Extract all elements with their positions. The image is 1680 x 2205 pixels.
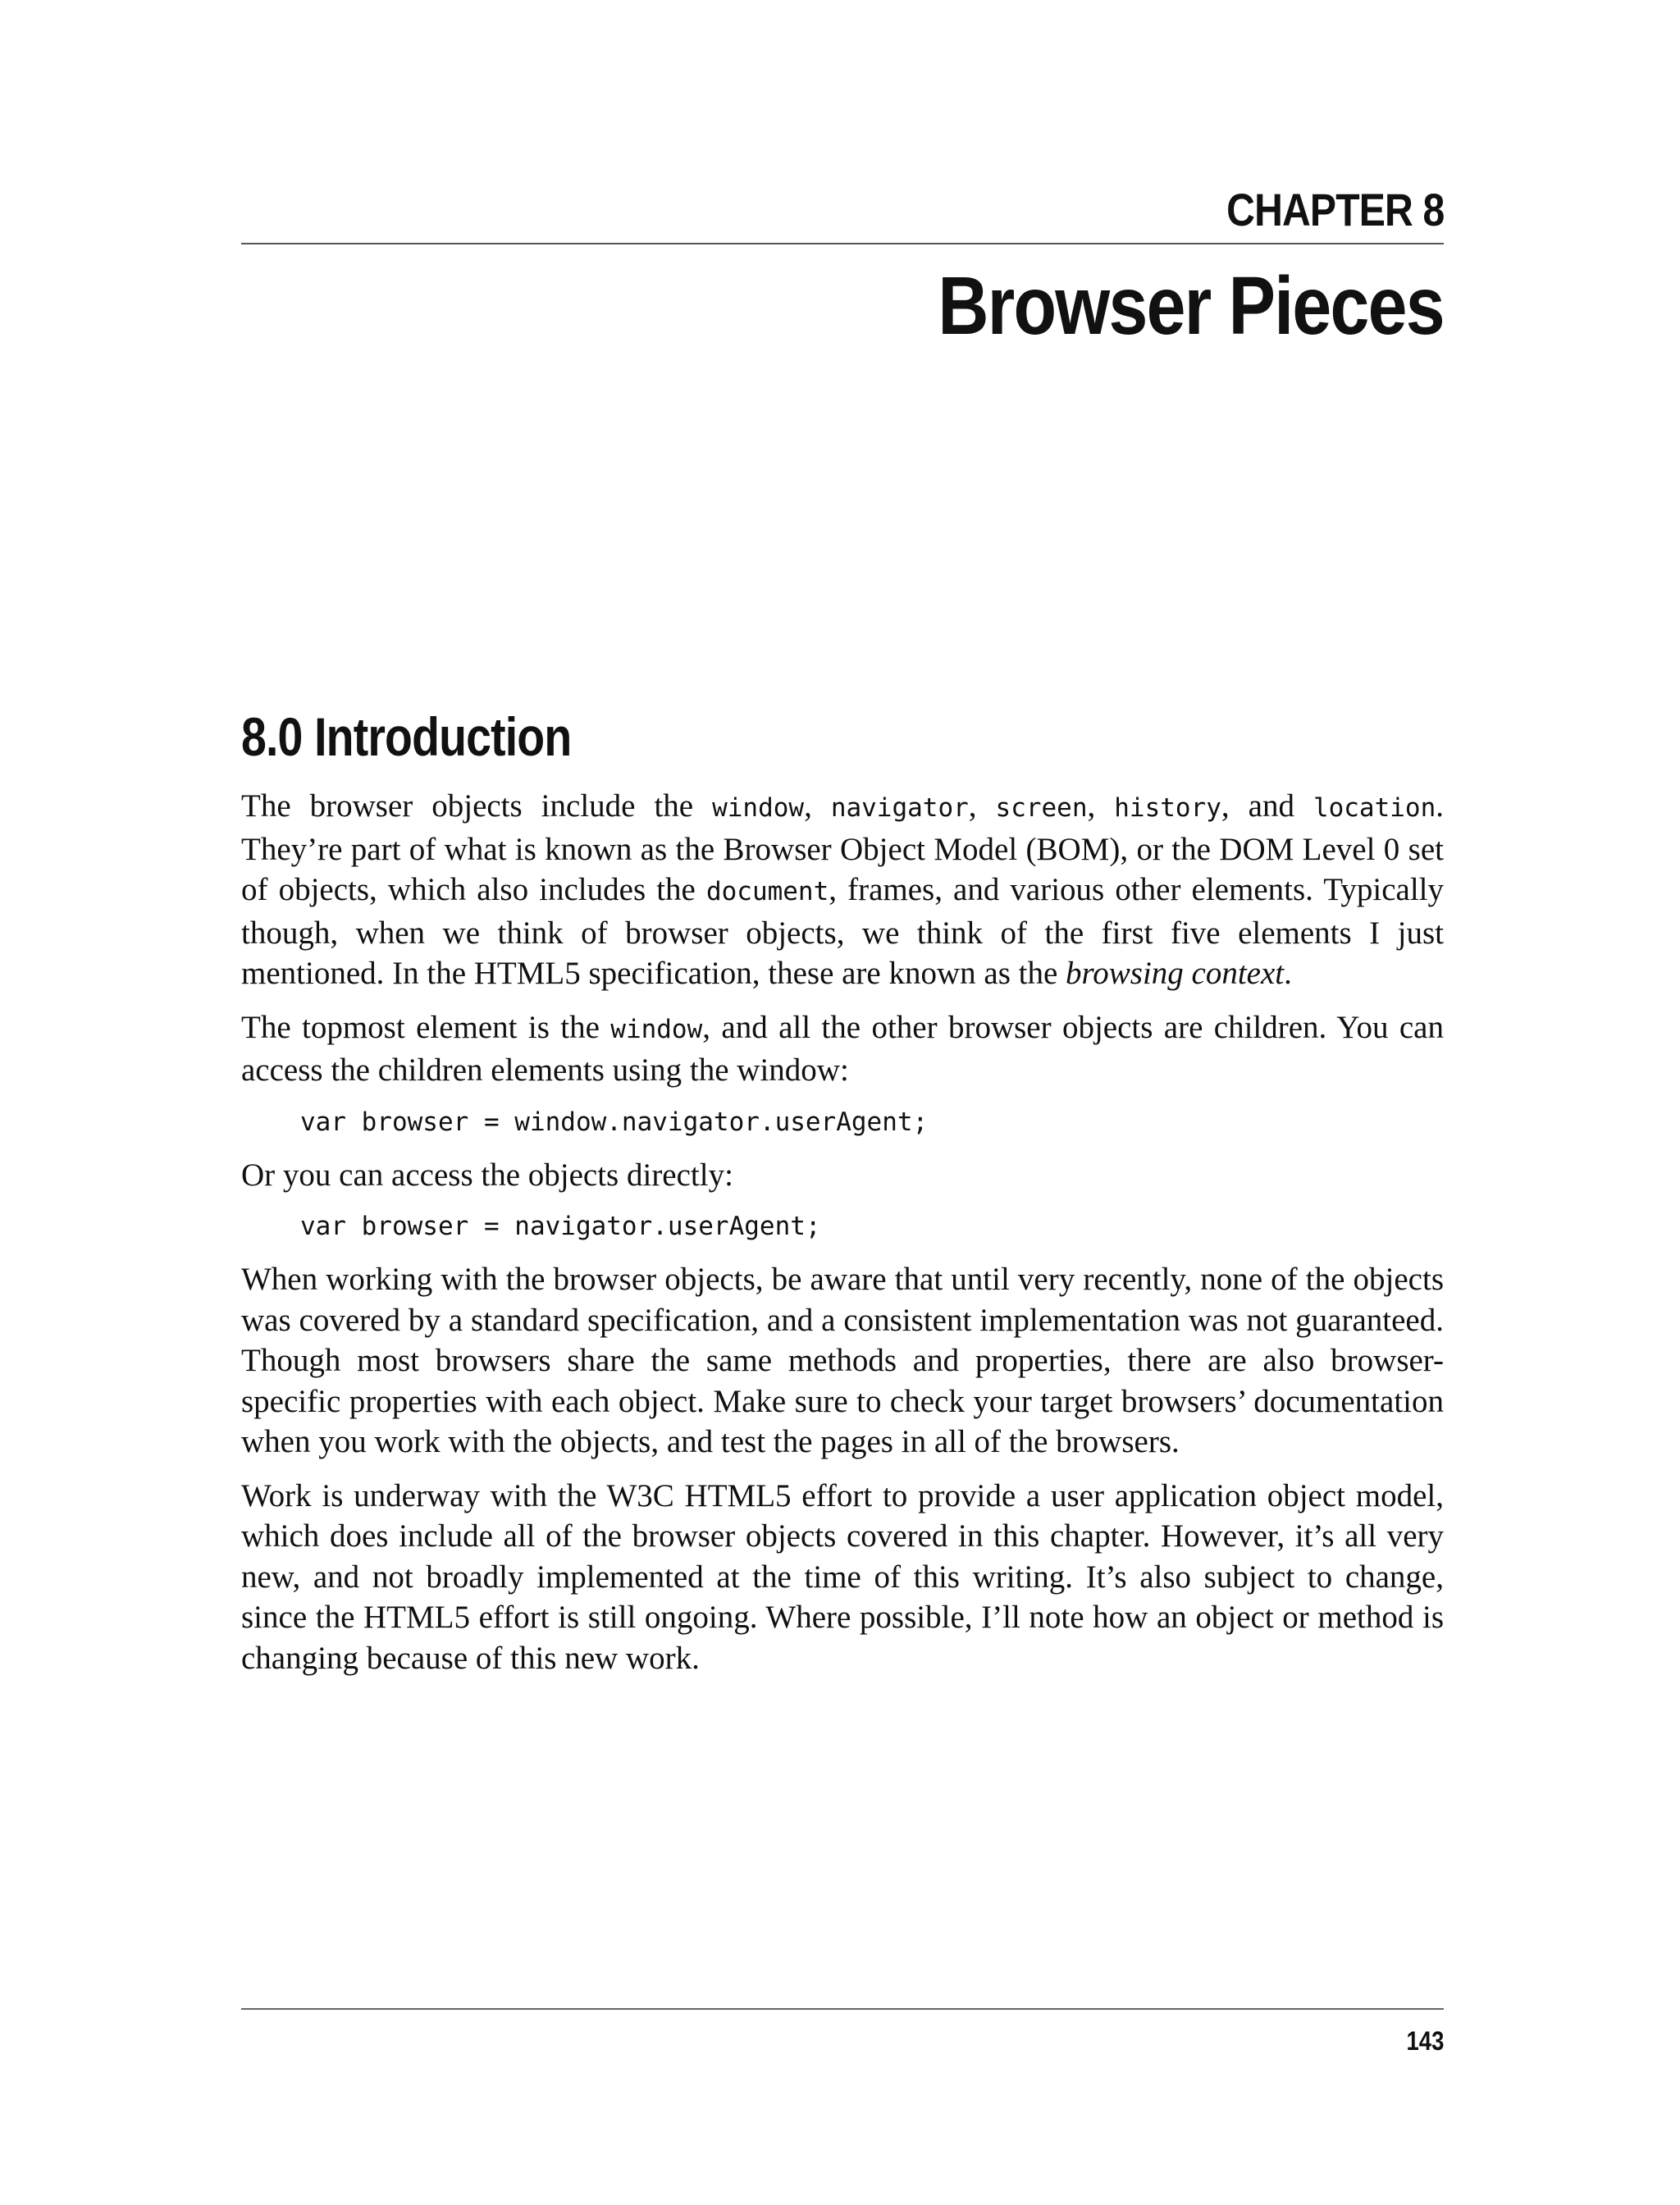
inline-code-location: location <box>1312 793 1436 823</box>
chapter-label: CHAPTER 8 <box>1226 184 1444 235</box>
body-text <box>241 786 1444 1691</box>
text-run: , <box>804 788 831 824</box>
footer-rule <box>241 2008 1444 2010</box>
inline-code-navigator: navigator <box>830 793 969 823</box>
paragraph-html5: Work is underway with the W3C HTML5 effort to provide a user application object model, which does include all of the browser objects covered in this chapter. However, it’s all very new, and not broadly implemented at the time of this writing. It’s also subject to change, since the HTML5 effort is still ongoing. Where possible, I’ll note how an object or method is changing because of this new work. <box>241 1477 1444 1676</box>
text-run: , <box>1087 788 1115 824</box>
section-heading: 8.0 Introduction <box>241 706 572 767</box>
paragraph-intro <box>241 786 1444 994</box>
code-block-navigator: var browser = navigator.userAgent; <box>300 1212 821 1241</box>
text-run: . They’re part of what is known as the Browser Object Model (BOM), or the DOM Level 0 set of objects, which also includes the <box>241 788 1444 907</box>
paragraph-direct-access: Or you can access the objects directly: <box>241 1157 733 1193</box>
code-block-window-navigator: var browser = window.navigator.userAgent; <box>300 1107 929 1137</box>
paragraph-topmost <box>241 1007 1444 1091</box>
emphasis-browsing-context: browsing context <box>1066 956 1285 991</box>
text-run: , and all the other browser objects are children. You can access the children elements using the window: <box>241 1009 1444 1088</box>
inline-code-document: document <box>705 877 829 906</box>
text-run: , <box>968 788 996 824</box>
text-run: The browser objects include the <box>241 788 713 824</box>
inline-code-window: window <box>712 793 805 823</box>
text-run: , frames, and various other elements. Typically though, when we think of browser objects, we think of the first five elements I just mentioned. In the HTML5 specification, these are known as the <box>241 872 1445 991</box>
page-number: 143 <box>1406 2026 1444 2056</box>
chapter-rule <box>241 243 1444 244</box>
paragraph-standards: When working with the browser objects, be aware that until very recently, none of the objects was covered by a standard specification, and a consistent implementation was not guaranteed. Though most browsers share the same methods and properties, there are also browser-specific properties with each object. Make sure to check your target browsers’ documentation when you work with the objects, and test the pages in all of the browsers. <box>241 1262 1444 1459</box>
inline-code-window: window <box>610 1014 703 1044</box>
chapter-title: Browser Pieces <box>938 260 1444 352</box>
text-run: . <box>1284 956 1292 991</box>
text-run: The topmost element is the <box>241 1009 611 1045</box>
inline-code-history: history <box>1114 793 1221 823</box>
text-run: , and <box>1221 788 1313 824</box>
inline-code-screen: screen <box>995 793 1088 823</box>
